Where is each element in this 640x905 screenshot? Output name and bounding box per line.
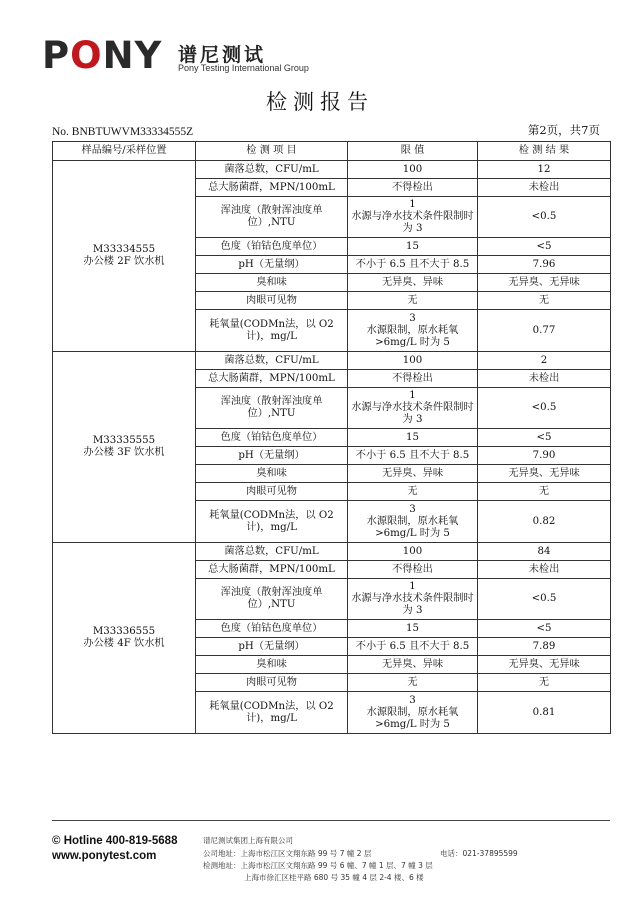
hotline-text: Hotline 400-819-5688 [63, 835, 178, 847]
sample-id: M33334555 [92, 244, 156, 255]
cell-limit: 100 [348, 161, 478, 179]
table-row [53, 543, 611, 561]
cell-limit: 不得检出 [348, 561, 478, 579]
cell-result: 84 [478, 543, 611, 561]
table-row [53, 161, 611, 179]
cell-limit: 不小于 6.5 且不大于 8.5 [348, 256, 478, 274]
cell-limit: 不小于 6.5 且不大于 8.5 [348, 638, 478, 656]
company-name-en: Pony Testing International Group [178, 63, 309, 73]
footer-lab-address-1: 检测地址：上海市松江区文翔东路 99 号 6 幢、7 幢 1 层、7 幢 3 层 [203, 861, 433, 870]
cell-result: 0.82 [478, 501, 611, 543]
cell-result: 未检出 [478, 370, 611, 388]
column-header: 限 值 [348, 142, 478, 161]
page-info: 第2页，共7页 [527, 123, 600, 137]
footer-lab-address-2: 上海市徐汇区桂平路 680 号 35 幢 4 层 2-4 楼、6 楼 [244, 873, 424, 882]
cell-result: 7.90 [478, 447, 611, 465]
cell-limit: 不小于 6.5 且不大于 8.5 [348, 447, 478, 465]
table-row [53, 352, 611, 370]
cell-item: 臭和味 [196, 274, 348, 292]
cell-result: 7.96 [478, 256, 611, 274]
cell-result: 无 [478, 674, 611, 692]
cell-result: 无异臭、无异味 [478, 656, 611, 674]
cell-item: 色度（铂钴色度单位） [196, 429, 348, 447]
cell-limit: 无 [348, 483, 478, 501]
cell-result: <5 [478, 238, 611, 256]
cell-item: 浑浊度（散射浑浊度单位）,NTU [196, 388, 348, 429]
company-logo: PONY [42, 34, 163, 77]
cell-item: 菌落总数，CFU/mL [196, 543, 348, 561]
cell-item: 臭和味 [196, 465, 348, 483]
cell-result: 0.77 [478, 310, 611, 352]
cell-result: 12 [478, 161, 611, 179]
cell-item: 臭和味 [196, 656, 348, 674]
cell-item: 浑浊度（散射浑浊度单位）,NTU [196, 197, 348, 238]
cell-item: 色度（铂钴色度单位） [196, 238, 348, 256]
report-title: 检测报告 [266, 90, 374, 114]
cell-limit: 1 水源与净水技术条件限制时为 3 [348, 197, 478, 238]
cell-item: 耗氧量(CODMn法，以 O2计)，mg/L [196, 692, 348, 734]
sample-id: M33335555 [92, 435, 156, 446]
cell-result: <0.5 [478, 388, 611, 429]
report-number: No. BNBTUWVM33334555Z [52, 126, 194, 138]
results-table [52, 141, 611, 734]
cell-item: 色度（铂钴色度单位） [196, 620, 348, 638]
copyright-icon: © [52, 835, 61, 847]
cell-result: 未检出 [478, 179, 611, 197]
cell-result: 无异臭、无异味 [478, 274, 611, 292]
cell-item: 菌落总数，CFU/mL [196, 161, 348, 179]
column-header: 检 测 项 目 [196, 142, 348, 161]
cell-limit: 无 [348, 292, 478, 310]
cell-result: 2 [478, 352, 611, 370]
column-header: 检 测 结 果 [478, 142, 611, 161]
cell-limit: 无异臭、异味 [348, 656, 478, 674]
cell-limit: 无异臭、异味 [348, 274, 478, 292]
sample-cell [53, 352, 196, 543]
footer-company: 谱尼测试集团上海有限公司 [203, 836, 293, 845]
sample-location: 办公楼 3F 饮水机 [83, 447, 165, 458]
cell-limit: 不得检出 [348, 370, 478, 388]
cell-item: 菌落总数，CFU/mL [196, 352, 348, 370]
cell-limit: 15 [348, 238, 478, 256]
cell-result: <5 [478, 620, 611, 638]
table-header-row [53, 142, 611, 161]
cell-item: 耗氧量(CODMn法，以 O2计)，mg/L [196, 310, 348, 352]
cell-item: 耗氧量(CODMn法，以 O2计)，mg/L [196, 501, 348, 543]
cell-item: pH（无量纲） [196, 638, 348, 656]
footer-phone: 电话：021-37895599 [440, 849, 518, 858]
cell-result: <0.5 [478, 579, 611, 620]
cell-limit: 不得检出 [348, 179, 478, 197]
cell-item: 总大肠菌群，MPN/100mL [196, 179, 348, 197]
cell-item: 肉眼可见物 [196, 483, 348, 501]
footer-company-address: 公司地址：上海市松江区文翔东路 99 号 7 幢 2 层 [203, 849, 372, 858]
cell-item: 肉眼可见物 [196, 674, 348, 692]
cell-limit: 1 水源与净水技术条件限制时为 3 [348, 388, 478, 429]
cell-result: 未检出 [478, 561, 611, 579]
website-link[interactable]: www.ponytest.com [52, 850, 157, 862]
cell-limit: 3 水源限制，原水耗氧>6mg/L 时为 5 [348, 310, 478, 352]
footer-divider [52, 820, 610, 821]
hotline [52, 835, 177, 847]
sample-location: 办公楼 4F 饮水机 [83, 638, 165, 649]
cell-limit: 无 [348, 674, 478, 692]
cell-limit: 3 水源限制，原水耗氧>6mg/L 时为 5 [348, 501, 478, 543]
sample-cell [53, 161, 196, 352]
cell-item: 总大肠菌群，MPN/100mL [196, 370, 348, 388]
sample-cell [53, 543, 196, 734]
cell-limit: 15 [348, 620, 478, 638]
cell-limit: 1 水源与净水技术条件限制时为 3 [348, 579, 478, 620]
cell-result: <0.5 [478, 197, 611, 238]
cell-limit: 3 水源限制，原水耗氧>6mg/L 时为 5 [348, 692, 478, 734]
cell-result: 无 [478, 483, 611, 501]
company-name-cn: 谱尼测试 [178, 44, 267, 66]
cell-result: 7.89 [478, 638, 611, 656]
sample-id: M33336555 [92, 626, 156, 637]
cell-item: pH（无量纲） [196, 256, 348, 274]
cell-limit: 100 [348, 352, 478, 370]
cell-limit: 100 [348, 543, 478, 561]
sample-location: 办公楼 2F 饮水机 [83, 256, 165, 267]
cell-result: <5 [478, 429, 611, 447]
cell-result: 无 [478, 292, 611, 310]
column-header: 样品编号/采样位置 [53, 142, 196, 161]
cell-limit: 无异臭、异味 [348, 465, 478, 483]
cell-limit: 15 [348, 429, 478, 447]
cell-item: 总大肠菌群，MPN/100mL [196, 561, 348, 579]
cell-item: 肉眼可见物 [196, 292, 348, 310]
cell-item: pH（无量纲） [196, 447, 348, 465]
cell-result: 无异臭、无异味 [478, 465, 611, 483]
cell-result: 0.81 [478, 692, 611, 734]
cell-item: 浑浊度（散射浑浊度单位）,NTU [196, 579, 348, 620]
